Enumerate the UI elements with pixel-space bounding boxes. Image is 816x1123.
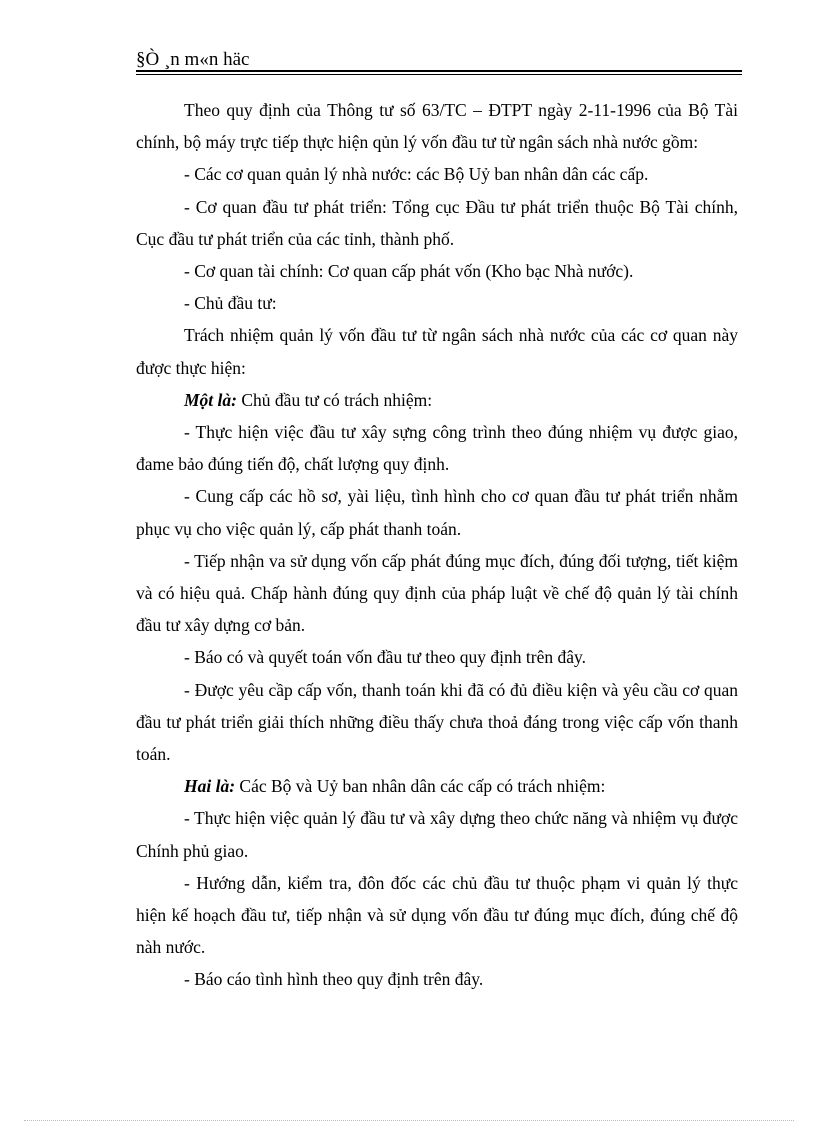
paragraph [136, 191, 738, 255]
paragraph-text: Chủ đầu tư có trách nhiệm: [237, 389, 433, 410]
paragraph-text: - Báo có và quyết toán vốn đầu tư theo quy định trên đây. [184, 647, 587, 668]
paragraph [136, 94, 738, 158]
paragraph [136, 384, 738, 416]
section-lead: Hai là: [184, 776, 236, 797]
paragraph [136, 480, 738, 544]
paragraph-text: - Thực hiện việc quản lý đầu tư và xây dựng theo chức năng và nhiệm vụ được Chính phủ giao. [136, 808, 738, 861]
paragraph-text: Trách nhiệm quản lý vốn đầu tư từ ngân sách nhà nước của các cơ quan này được thực hiện: [136, 325, 738, 378]
section-lead: Một là: [184, 389, 237, 410]
paragraph-text: - Hướng dẫn, kiểm tra, đôn đốc các chủ đầu tư thuộc phạm vi quản lý thực hiện kế hoạch đầu tư, tiếp nhận và sử dụng vốn đầu tư đúng mục đích, đúng chế độ nàh nước. [136, 872, 738, 958]
header-title: §Ò ¸n m«n häc [136, 49, 250, 70]
header-rule-thin [136, 74, 742, 75]
paragraph-text: - Cơ quan đầu tư phát triển: Tổng cục Đầu tư phát triển thuộc Bộ Tài chính, Cục đầu tư phát triển của các tỉnh, thành phố. [136, 196, 738, 249]
paragraph-text: - Chủ đầu tư: [184, 293, 277, 314]
header-rule [136, 70, 742, 72]
paragraph [136, 287, 738, 319]
paragraph [136, 255, 738, 287]
paragraph-text: - Cung cấp các hồ sơ, yài liệu, tình hình cho cơ quan đầu tư phát triển nhằm phục vụ cho việc quản lý, cấp phát thanh toán. [136, 486, 738, 539]
paragraph [136, 867, 738, 964]
page-bottom-edge [24, 1120, 794, 1121]
paragraph-text: Các Bộ và Uỷ ban nhân dân các cấp có trách nhiệm: [235, 776, 606, 797]
paragraph [136, 770, 738, 802]
paragraph [136, 416, 738, 480]
paragraph-text: - Các cơ quan quản lý nhà nước: các Bộ Uỷ ban nhân dân các cấp. [184, 164, 649, 185]
paragraph [136, 802, 738, 866]
paragraph-text: - Được yêu cầp cấp vốn, thanh toán khi đã có đủ điều kiện và yêu cầu cơ quan đầu tư phát triển giải thích những điều thấy chưa thoả đáng trong việc cấp vốn thanh toán. [136, 679, 738, 765]
paragraph-text: Theo quy định của Thông tư số 63/TC – ĐTPT ngày 2-11-1996 của Bộ Tài chính, bộ máy trực tiếp thực hiện qủn lý vốn đầu tư từ ngân sách nhà nước gồm: [136, 100, 738, 153]
page-header [136, 48, 742, 72]
paragraph [136, 158, 738, 190]
paragraph [136, 674, 738, 771]
paragraph [136, 545, 738, 642]
paragraph-text: - Tiếp nhận va sử dụng vốn cấp phát đúng mục đích, đúng đối tượng, tiết kiệm và có hiệu quả. Chấp hành đúng quy định của pháp luật về chế độ quản lý tài chính đầu tư xây dựng cơ bản. [136, 550, 738, 636]
paragraph-text: - Báo cáo tình hình theo quy định trên đây. [184, 969, 484, 990]
document-body [136, 94, 738, 996]
paragraph-text: - Cơ quan tài chính: Cơ quan cấp phát vốn (Kho bạc Nhà nước). [184, 261, 634, 282]
paragraph [136, 319, 738, 383]
paragraph-text: - Thực hiện việc đầu tư xây sựng công trình theo đúng nhiệm vụ được giao, đame bảo đúng tiến độ, chất lượng quy định. [136, 422, 738, 475]
paragraph [136, 641, 738, 673]
paragraph [136, 963, 738, 995]
